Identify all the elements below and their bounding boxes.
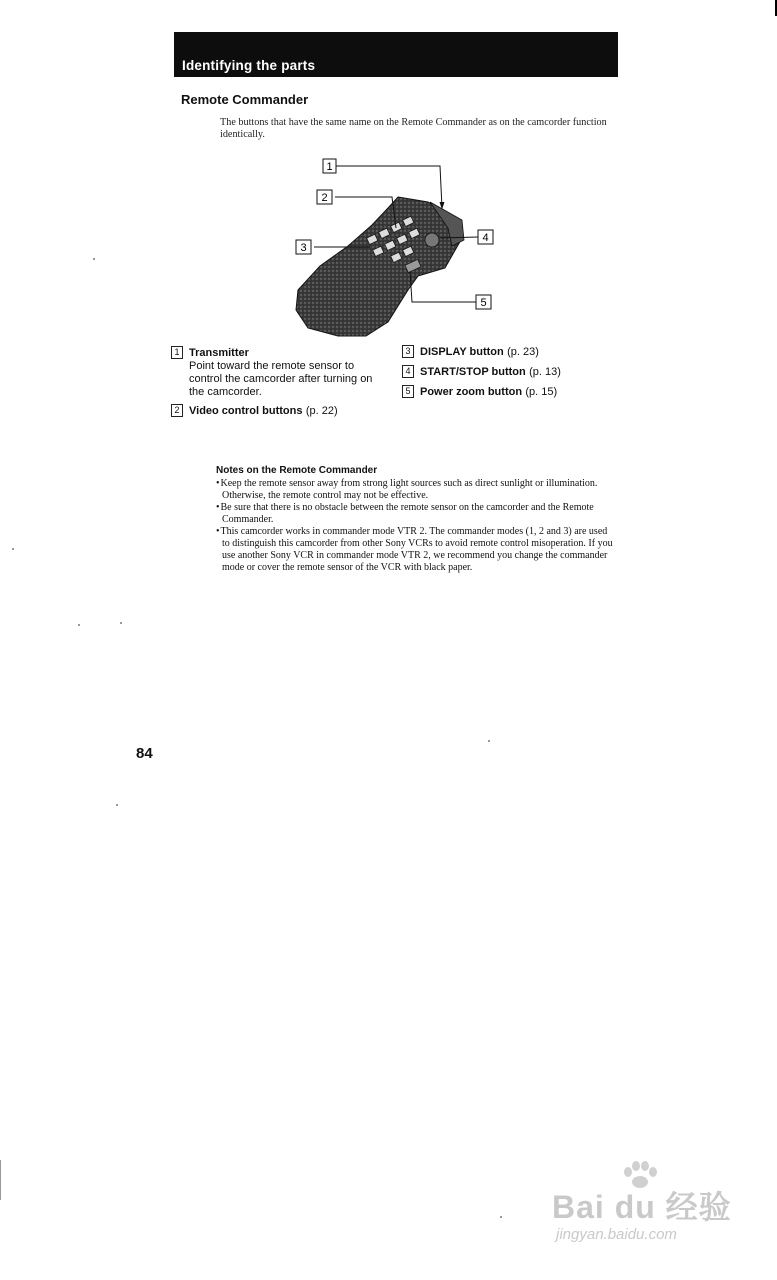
- part-number: 5: [402, 385, 414, 398]
- remote-body: [296, 197, 464, 336]
- watermark-url: jingyan.baidu.com: [556, 1226, 677, 1243]
- start-stop-button-shape: [425, 233, 439, 247]
- scan-speck: [12, 548, 14, 550]
- baidu-jingyan-watermark: [552, 1160, 752, 1250]
- header-title: Identifying the parts: [182, 58, 316, 73]
- scan-speck: [78, 624, 80, 626]
- part-number: 3: [402, 345, 414, 358]
- callout-3: [296, 240, 311, 254]
- note-item: • Keep the remote sensor away from strong light sources such as direct sunlight or illumination. Otherwise, the remote control may not be effective.: [216, 478, 616, 502]
- part-name: DISPLAY button: [420, 346, 504, 358]
- scan-speck: [93, 258, 95, 260]
- svg-text:2: 2: [321, 192, 328, 204]
- svg-text:1: 1: [326, 161, 333, 173]
- part-name: Video control buttons: [189, 405, 303, 417]
- part-item-power-zoom: [402, 384, 602, 399]
- scan-speck: [116, 804, 118, 806]
- intro-text: The buttons that have the same name on the Remote Commander as on the camcorder function identically.: [220, 117, 607, 140]
- page-number: 84: [136, 745, 153, 762]
- part-item-video-control: [171, 403, 391, 418]
- part-name: Power zoom button: [420, 386, 523, 398]
- part-description: Point toward the remote sensor to control the camcorder after turning on the camcorder.: [189, 360, 373, 398]
- part-item-transmitter: [171, 345, 381, 399]
- part-page-ref: (p. 13): [529, 366, 561, 378]
- notes-title: Notes on the Remote Commander: [216, 465, 378, 476]
- remote-commander-diagram: [280, 150, 520, 345]
- watermark-brand: Bai du 经验: [552, 1189, 732, 1225]
- part-item-display: [402, 344, 602, 359]
- scan-edge-line: [0, 1160, 1, 1200]
- callout-4: [478, 230, 493, 244]
- part-page-ref: (p. 22): [305, 405, 338, 417]
- part-number: 4: [402, 365, 414, 378]
- notes-list: [216, 478, 616, 574]
- part-name: Transmitter: [189, 347, 249, 359]
- note-item: • This camcorder works in commander mode VTR 2. The commander modes (1, 2 and 3) are used to distinguish this camcorder from other Sony VCRs to avoid remote control misoperation. If you use another Sony VCR in commander mode VTR 2, we recommend you change the commander mode or cover the remote sensor of the VCR with black paper.: [216, 526, 616, 574]
- section-title: Remote Commander: [181, 92, 309, 107]
- scan-speck: [500, 1216, 502, 1218]
- svg-text:5: 5: [480, 297, 487, 309]
- scan-speck: [120, 622, 122, 624]
- section-header-bar: [174, 32, 618, 77]
- part-item-start-stop: [402, 364, 602, 379]
- callout-2: [317, 190, 332, 204]
- part-page-ref: (p. 23): [507, 346, 539, 358]
- part-number: 2: [171, 404, 183, 417]
- callout-1: [323, 159, 336, 173]
- part-page-ref: (p. 15): [525, 386, 558, 398]
- note-item: • Be sure that there is no obstacle between the remote sensor on the camcorder and the Remote Commander.: [216, 502, 616, 526]
- scan-speck: [488, 740, 490, 742]
- callout-5: [476, 295, 491, 309]
- part-name: START/STOP button: [420, 366, 526, 378]
- svg-text:3: 3: [300, 242, 307, 254]
- svg-text:4: 4: [482, 232, 489, 244]
- part-number: 1: [171, 346, 183, 359]
